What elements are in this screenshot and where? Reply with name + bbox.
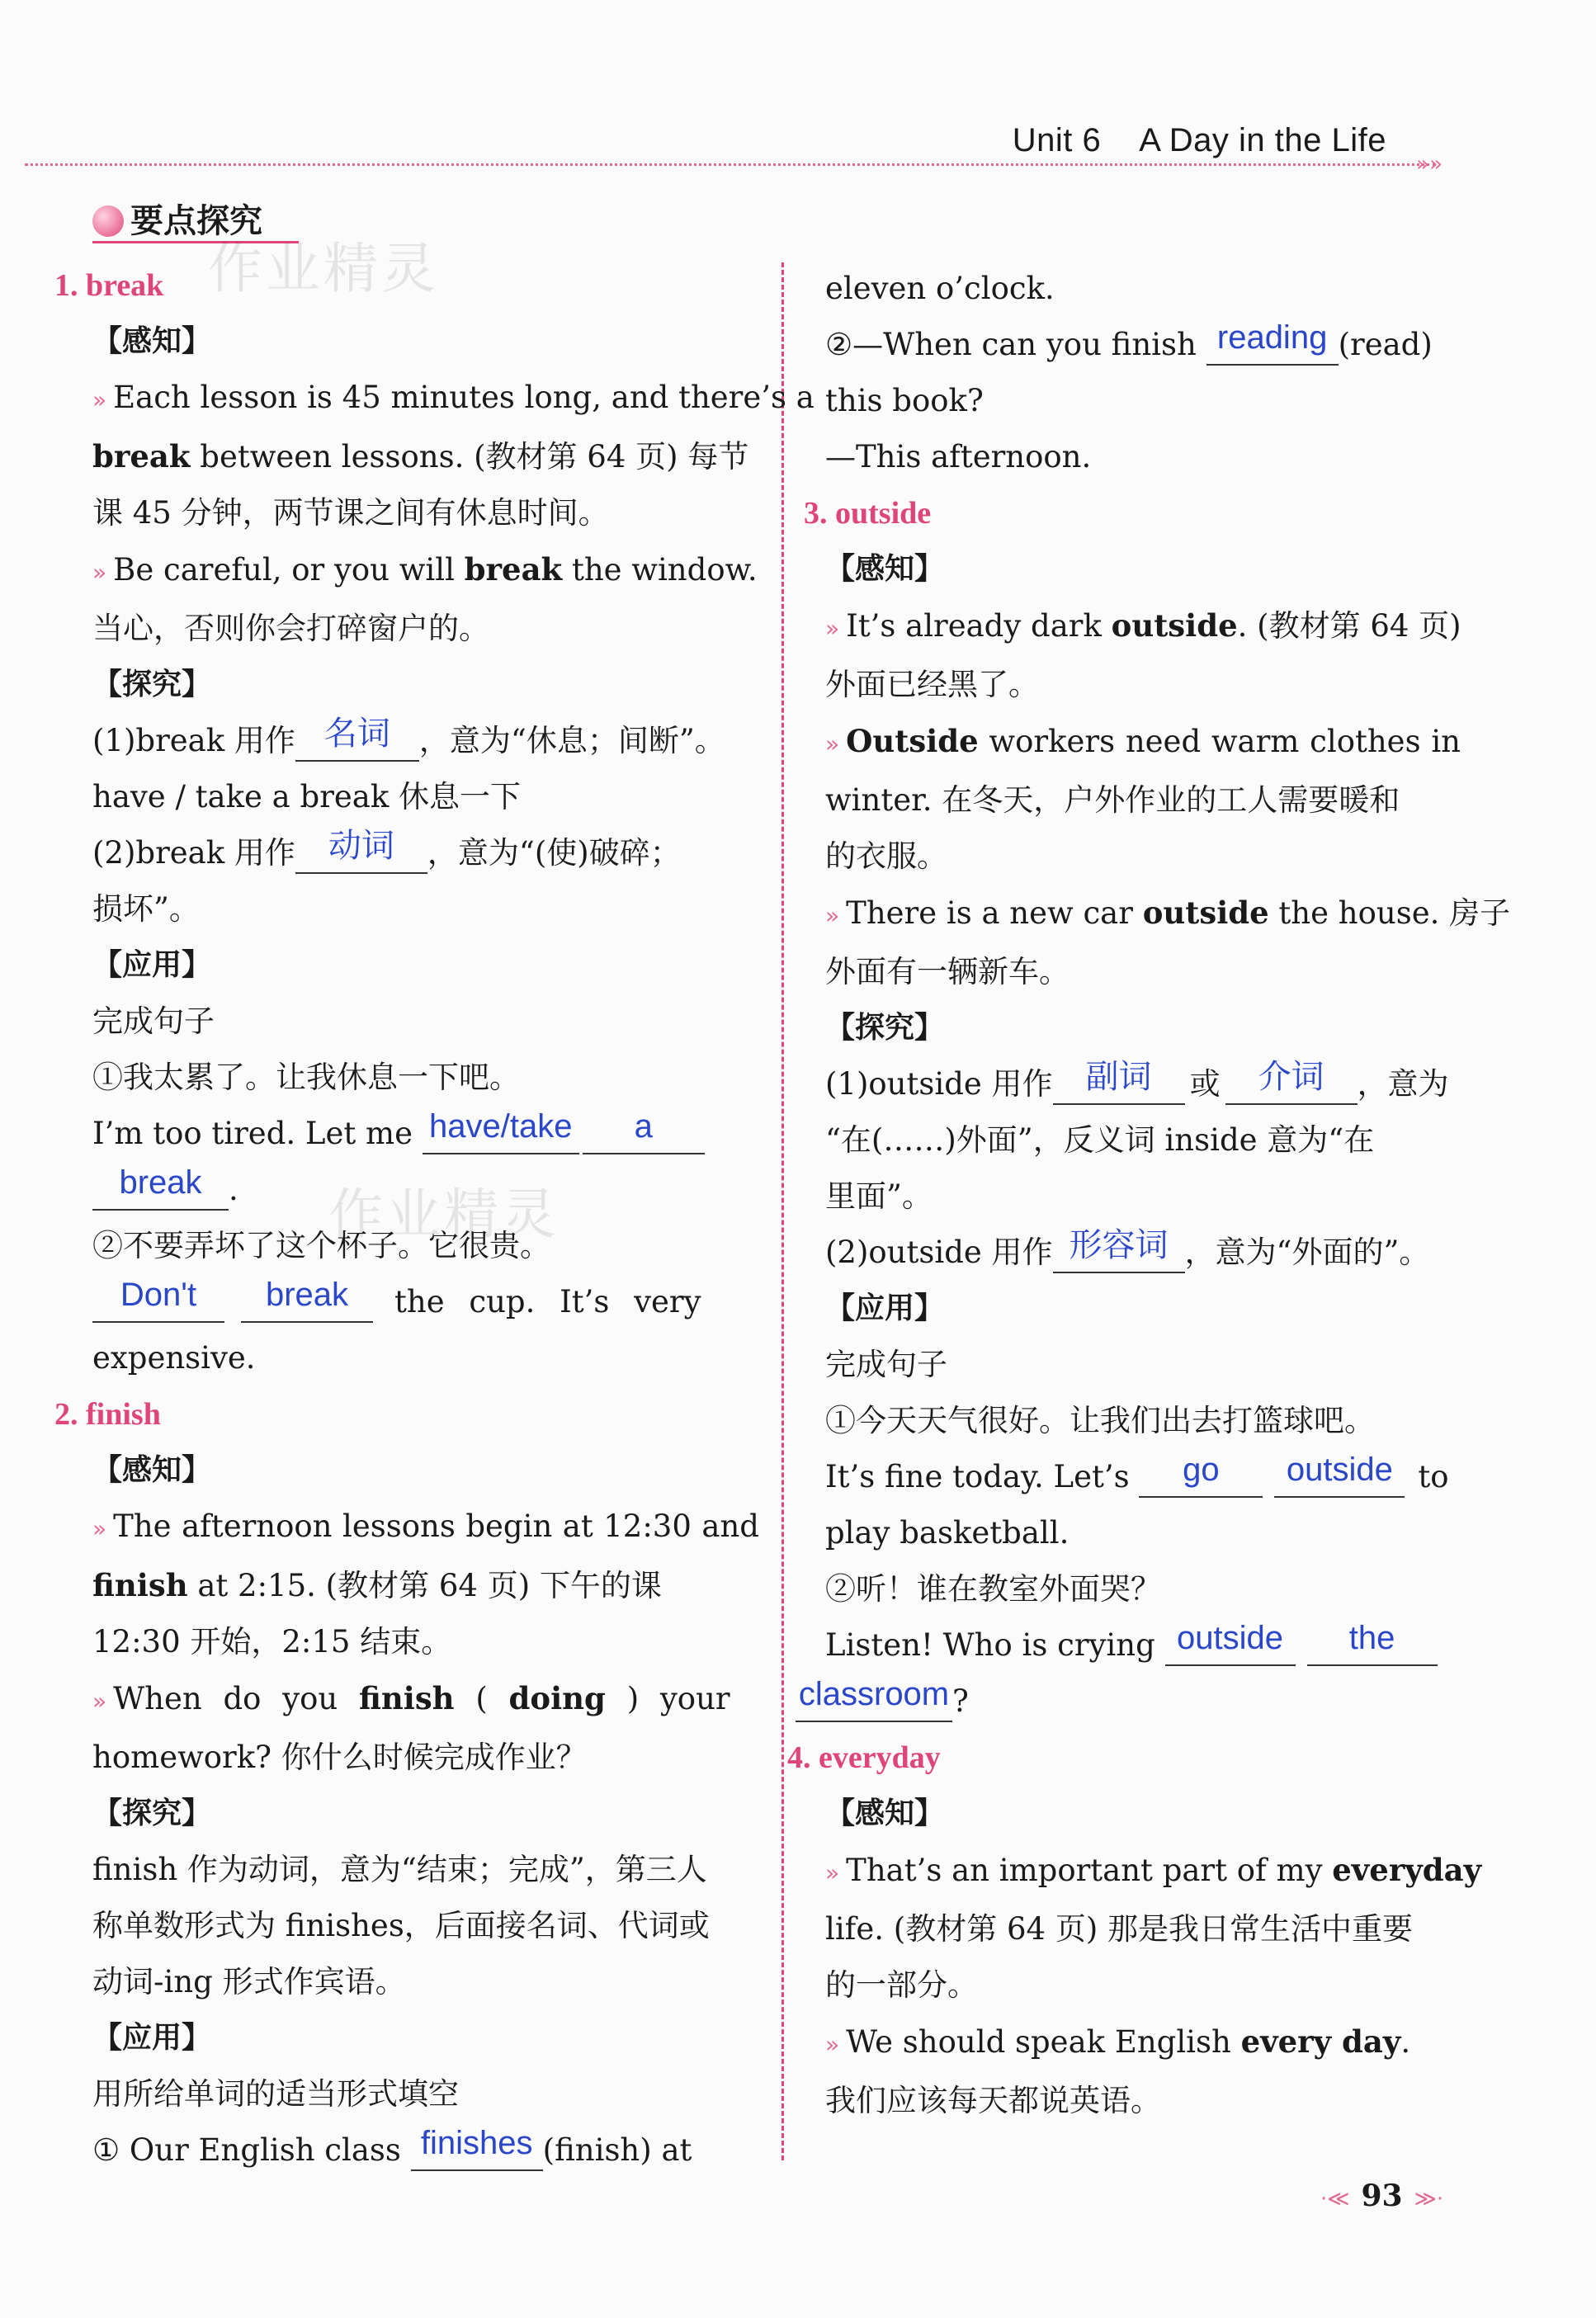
bullet-icon: » bbox=[825, 615, 840, 642]
page-number-right-ornament-icon: ≫· bbox=[1414, 2187, 1444, 2212]
answer-blank[interactable]: 副词 bbox=[1053, 1065, 1185, 1105]
bullet-icon: » bbox=[92, 1688, 107, 1715]
example-sentence: life. (教材第 64 页) 那是我日常生活中重要 bbox=[825, 1911, 1414, 1947]
answer-blank[interactable]: 介词 bbox=[1225, 1065, 1358, 1105]
exercise-instruction: 完成句子 bbox=[825, 1347, 947, 1382]
answer-blank[interactable]: 名词 bbox=[295, 721, 419, 762]
example-sentence: » Outside workers need warm clothes in bbox=[825, 723, 1461, 759]
tag-perceive: 【感知】 bbox=[825, 552, 945, 586]
page-number-left-ornament-icon: ·≪ bbox=[1320, 2187, 1350, 2212]
page-number: 93 bbox=[1361, 2179, 1403, 2213]
example-translation: 外面已经黑了。 bbox=[825, 667, 1039, 702]
example-translation: 课 45 分钟，两节课之间有休息时间。 bbox=[92, 495, 609, 531]
example-sentence: finish at 2:15. (教材第 64 页) 下午的课 bbox=[92, 1567, 662, 1603]
answer-blank[interactable]: reading bbox=[1206, 325, 1339, 366]
tag-apply: 【应用】 bbox=[825, 1291, 945, 1325]
explanation: 称单数形式为 finishes，后面接名词、代词或 bbox=[92, 1908, 710, 1943]
answer-blank[interactable]: break bbox=[241, 1282, 373, 1323]
exercise-sentence: play basketball. bbox=[825, 1515, 1070, 1551]
bullet-icon: » bbox=[825, 2031, 840, 2058]
example-translation: 12:30 开始，2:15 结束。 bbox=[92, 1624, 452, 1659]
left-column bbox=[54, 257, 815, 2179]
example-sentence: » It’s already dark outside. (教材第 64 页) bbox=[825, 607, 1461, 644]
bullet-icon: » bbox=[92, 386, 107, 413]
column-divider bbox=[781, 262, 784, 2160]
bullet-icon: » bbox=[92, 559, 107, 586]
example-sentence: homework? 你什么时候完成作业？ bbox=[92, 1740, 587, 1775]
answer-blank[interactable]: the bbox=[1307, 1626, 1438, 1666]
answer-blank[interactable]: finishes bbox=[411, 2131, 543, 2171]
answer-blank[interactable]: outside bbox=[1165, 1626, 1296, 1666]
example-translation: 的衣服。 bbox=[825, 838, 947, 874]
section-title: 要点探究 bbox=[130, 202, 262, 240]
header-dotted-rule bbox=[25, 163, 1436, 166]
exercise-sentence: ②—When can you finish reading (read) bbox=[825, 317, 1461, 373]
item-heading: 3. outside bbox=[804, 496, 932, 531]
exercise-sentence: Listen! Who is crying outside the bbox=[825, 1617, 1461, 1674]
exercise-sentence: —This afternoon. bbox=[825, 439, 1092, 474]
tag-perceive: 【感知】 bbox=[92, 1453, 212, 1487]
watermark: 作业精灵 bbox=[208, 237, 439, 300]
item-heading: 1. break bbox=[54, 268, 164, 303]
page-header bbox=[25, 116, 1461, 182]
example-sentence: » There is a new car outside the house. 房子 bbox=[825, 895, 1511, 931]
tag-perceive: 【感知】 bbox=[92, 324, 212, 358]
tag-explore: 【探究】 bbox=[92, 1796, 212, 1830]
bullet-icon: » bbox=[825, 1859, 840, 1886]
explanation: have / take a break 休息一下 bbox=[92, 779, 522, 814]
tag-apply: 【应用】 bbox=[92, 948, 212, 982]
tag-apply: 【应用】 bbox=[92, 2021, 212, 2055]
explanation: “在(……)外面”，反义词 inside 意为“在 bbox=[825, 1122, 1375, 1158]
item-heading: 4. everyday bbox=[787, 1740, 941, 1775]
example-sentence: » The afternoon lessons begin at 12:30 and bbox=[92, 1508, 759, 1544]
example-sentence: winter. 在冬天，户外作业的工人需要暖和 bbox=[825, 782, 1400, 818]
watermark: 作业精灵 bbox=[328, 1183, 560, 1246]
unit-number: Unit 6 bbox=[1012, 122, 1102, 158]
exercise-sentence: break . bbox=[92, 1162, 759, 1218]
exercise-sentence: Don't break the cup. It’s very bbox=[92, 1274, 759, 1330]
exercise-instruction: 完成句子 bbox=[92, 1003, 215, 1039]
exercise-prompt: ①今天天气很好。让我们出去打篮球吧。 bbox=[825, 1403, 1375, 1438]
answer-blank[interactable]: a bbox=[583, 1114, 705, 1154]
exercise-prompt: ①我太累了。让我休息一下吧。 bbox=[92, 1060, 520, 1095]
bullet-icon: » bbox=[825, 902, 840, 929]
exercise-sentence: expensive. bbox=[92, 1340, 256, 1376]
answer-blank[interactable]: 动词 bbox=[295, 833, 427, 874]
unit-name: A Day in the Life bbox=[1139, 122, 1386, 158]
bullet-icon: » bbox=[92, 1515, 107, 1542]
example-sentence: break between lessons. (教材第 64 页) 每节 bbox=[92, 438, 749, 474]
exercise-sentence: this book? bbox=[825, 383, 984, 418]
example-sentence: » That’s an important part of my everyday bbox=[825, 1852, 1482, 1888]
explanation: (2)outside 用作 形容词 ，意为“外面的”。 bbox=[825, 1225, 1461, 1281]
answer-blank[interactable]: have/take bbox=[423, 1114, 579, 1154]
example-sentence: » When do you finish ( doing ) your bbox=[92, 1680, 730, 1716]
answer-blank[interactable]: break bbox=[92, 1170, 229, 1211]
header-arrows-icon: »» bbox=[1416, 152, 1443, 177]
example-sentence: » Be careful, or you will break the window. bbox=[92, 551, 758, 588]
section-badge-icon bbox=[92, 205, 124, 237]
example-translation: 当心，否则你会打碎窗户的。 bbox=[92, 611, 489, 646]
bullet-icon: » bbox=[825, 730, 840, 758]
exercise-sentence: It’s fine today. Let’s go outside to bbox=[825, 1449, 1461, 1505]
answer-blank[interactable]: classroom bbox=[796, 1682, 952, 1722]
exercise-sentence: I’m too tired. Let me have/take a bbox=[92, 1106, 759, 1162]
explanation: 里面”。 bbox=[825, 1178, 933, 1214]
example-translation: 的一部分。 bbox=[825, 1967, 978, 2003]
explanation: (1)outside 用作 副词 或 介词 ，意为 bbox=[825, 1056, 1461, 1112]
explanation: (2)break 用作 动词 ，意为“(使)破碎； bbox=[92, 825, 759, 881]
explanation: finish 作为动词，意为“结束；完成”，第三人 bbox=[92, 1852, 707, 1887]
exercise-prompt: ②不要弄坏了这个杯子。它很贵。 bbox=[92, 1228, 550, 1263]
answer-blank[interactable]: 形容词 bbox=[1053, 1233, 1185, 1273]
answer-blank[interactable]: go bbox=[1139, 1457, 1263, 1498]
example-translation: 外面有一辆新车。 bbox=[825, 954, 1070, 989]
exercise-sentence: ① Our English class finishes (finish) at bbox=[92, 2122, 759, 2179]
explanation: 损坏”。 bbox=[92, 891, 200, 927]
page-footer bbox=[1320, 2179, 1443, 2213]
explanation: 动词-ing 形式作宾语。 bbox=[92, 1964, 406, 1999]
unit-title bbox=[1013, 122, 1386, 159]
exercise-prompt: ②听！谁在教室外面哭？ bbox=[825, 1571, 1161, 1607]
item-heading: 2. finish bbox=[54, 1397, 161, 1432]
explanation: (1)break 用作 名词 ，意为“休息；间断”。 bbox=[92, 713, 759, 769]
example-sentence: » Each lesson is 45 minutes long, and there’s a bbox=[92, 380, 815, 415]
answer-blank[interactable]: outside bbox=[1274, 1457, 1405, 1498]
answer-blank[interactable]: Don't bbox=[92, 1282, 224, 1323]
right-column bbox=[787, 261, 1511, 2129]
tag-explore: 【探究】 bbox=[825, 1011, 945, 1045]
exercise-instruction: 用所给单词的适当形式填空 bbox=[92, 2076, 459, 2112]
exercise-sentence: eleven o’clock. bbox=[825, 271, 1055, 306]
example-translation: 我们应该每天都说英语。 bbox=[825, 2083, 1161, 2118]
exercise-sentence: classroom ? bbox=[796, 1674, 1461, 1730]
example-sentence: » We should speak English every day. bbox=[825, 2023, 1411, 2060]
tag-explore: 【探究】 bbox=[92, 668, 212, 701]
tag-perceive: 【感知】 bbox=[825, 1796, 945, 1830]
